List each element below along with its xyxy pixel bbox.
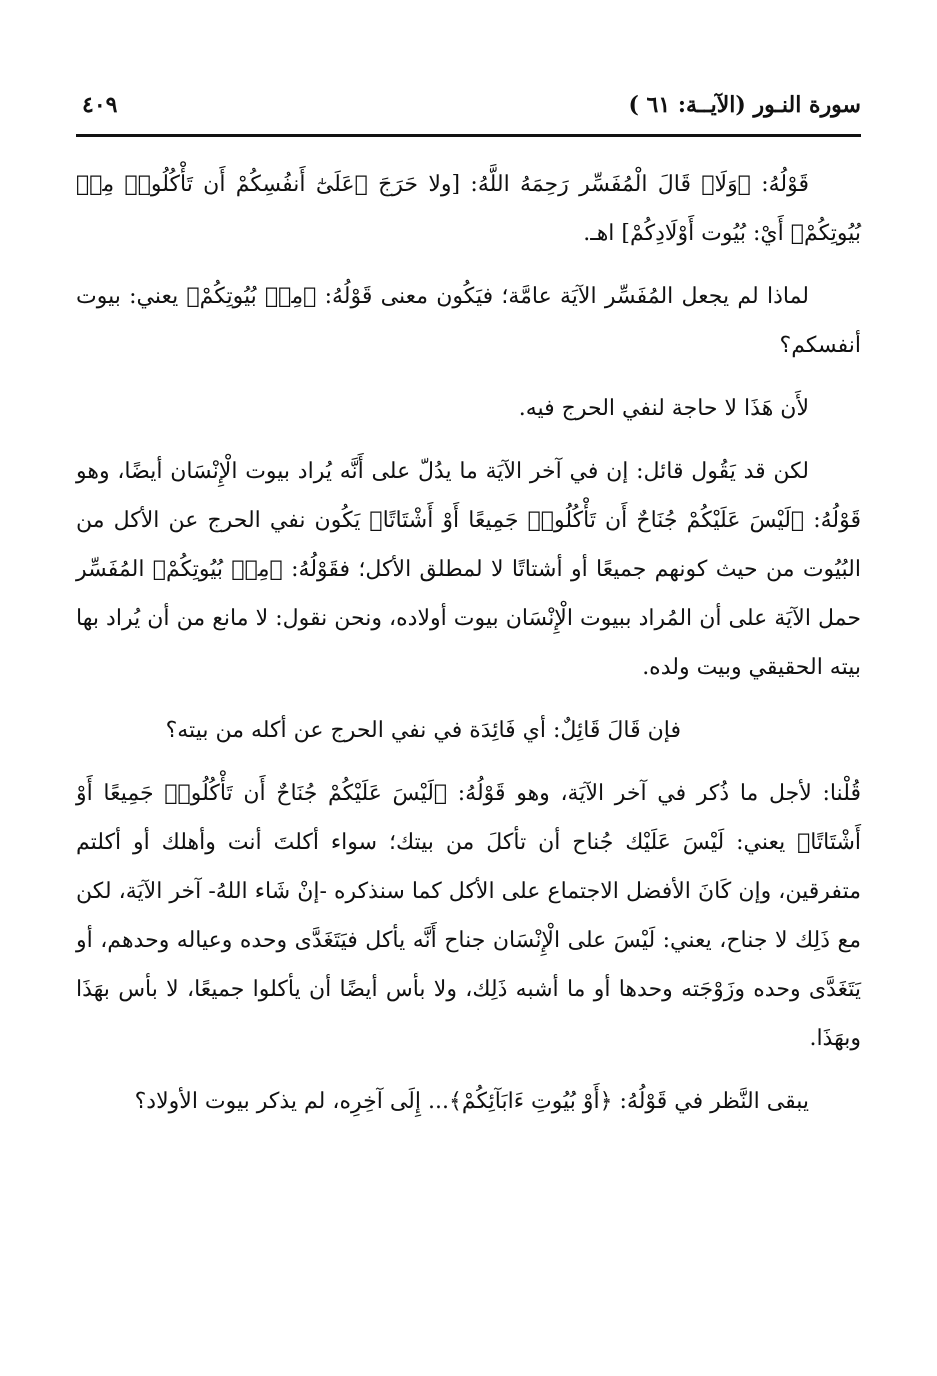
page-header xyxy=(76,88,861,132)
paragraph-2: لماذا لم يجعل المُفَسِّر الآيَة عامَّة؛ فيَكُون معنى قَوْلُهُ: ﴿مِنۢ بُيُوتِكُمْ﴾ يعني: بيوت أنفسكم؟ xyxy=(76,284,861,358)
surah-title: سورة النـور (الآيــة: ٦١ ) xyxy=(628,92,861,118)
paragraph-1: قَوْلُهُ: ﴿وَلَا﴾ قَالَ الْمُفَسِّر رَحِمَهُ اللَّهُ: [ولا حَرَجَ ﴿عَلَىٰٓ أَنفُسِكُمْ أَن تَأْكُلُوا۟ مِنۢ بُيُوتِكُمْ﴾ أَيْ: بُيُوت أَوْلَادِكُمْ] اهـ. xyxy=(76,172,861,246)
page-body xyxy=(76,160,861,1140)
paragraph-4: لكن قد يَقُول قائل: إن في آخر الآيَة ما يدُلّ على أَنَّه يُراد بيوت الْإِنْسَان أيضًا، وهو قَوْلُهُ: ﴿لَيْسَ عَلَيْكُمْ جُنَاحٌ أَن تَأْكُلُوا۟ جَمِيعًا أَوْ أَشْتَاتًا﴾ يَكُون نفي الحرج عن الأكل من البُيُوت من حيث كونهم جميعًا أو أشتاتًا لا لمطلق الأكل؛ فقَوْلُهُ: ﴿مِنۢ بُيُوتِكُمْ﴾ المُفَسِّر حمل الآيَة على أن المُراد ببيوت الْإِنْسَان بيوت أولاده، ونحن نقول: لا مانع من أن يُراد بها بيته الحقيقي وبيت ولده. xyxy=(76,459,861,680)
header-divider xyxy=(76,134,861,137)
paragraph-6: قُلْنا: لأجل ما ذُكر في آخر الآيَة، وهو قَوْلُهُ: ﴿لَيْسَ عَلَيْكُمْ جُنَاحٌ أَن تَأْكُلُوا۟ جَمِيعًا أَوْ أَشْتَاتًا﴾ يعني: لَيْسَ عَلَيْك جُناح أن تأكلَ من بيتك؛ سواء أكلتَ أنت وأهلك أو أكلتم متفرقين، وإن كَانَ الأفضل الاجتماع على الأكل كما سنذكره -إنْ شَاء اللهُ- آخر الآيَة، لكن مع ذَلِك لا جناح، يعني: لَيْسَ على الْإِنْسَان جناح أَنَّه يأكل فيَتَغَدَّى وحده وعياله وحدهم، أو يَتَغَدَّى وحده وزَوْجَته وحدها أو ما أشبه ذَلِك، ولا بأس أيضًا أن يأكلوا جميعًا، لا بأس بهَذَا وبهَذَا. xyxy=(76,781,862,1051)
paragraph-5: فإن قَالَ قَائِلٌ: أي فَائِدَة في نفي الحرج عن أكله من بيته؟ xyxy=(165,718,681,743)
paragraph-7: يبقى النَّظر في قَوْلُهُ: ﴿أَوْ بُيُوتِ ءَابَآئِكُمْ﴾... إِلَى آخِرِه، لم يذكر بيوت الأولاد؟ xyxy=(134,1089,809,1114)
page-number: ٤٠٩ xyxy=(82,92,118,118)
paragraph-3: لأَن هَذَا لا حاجة لنفي الحرج فيه. xyxy=(518,396,809,421)
